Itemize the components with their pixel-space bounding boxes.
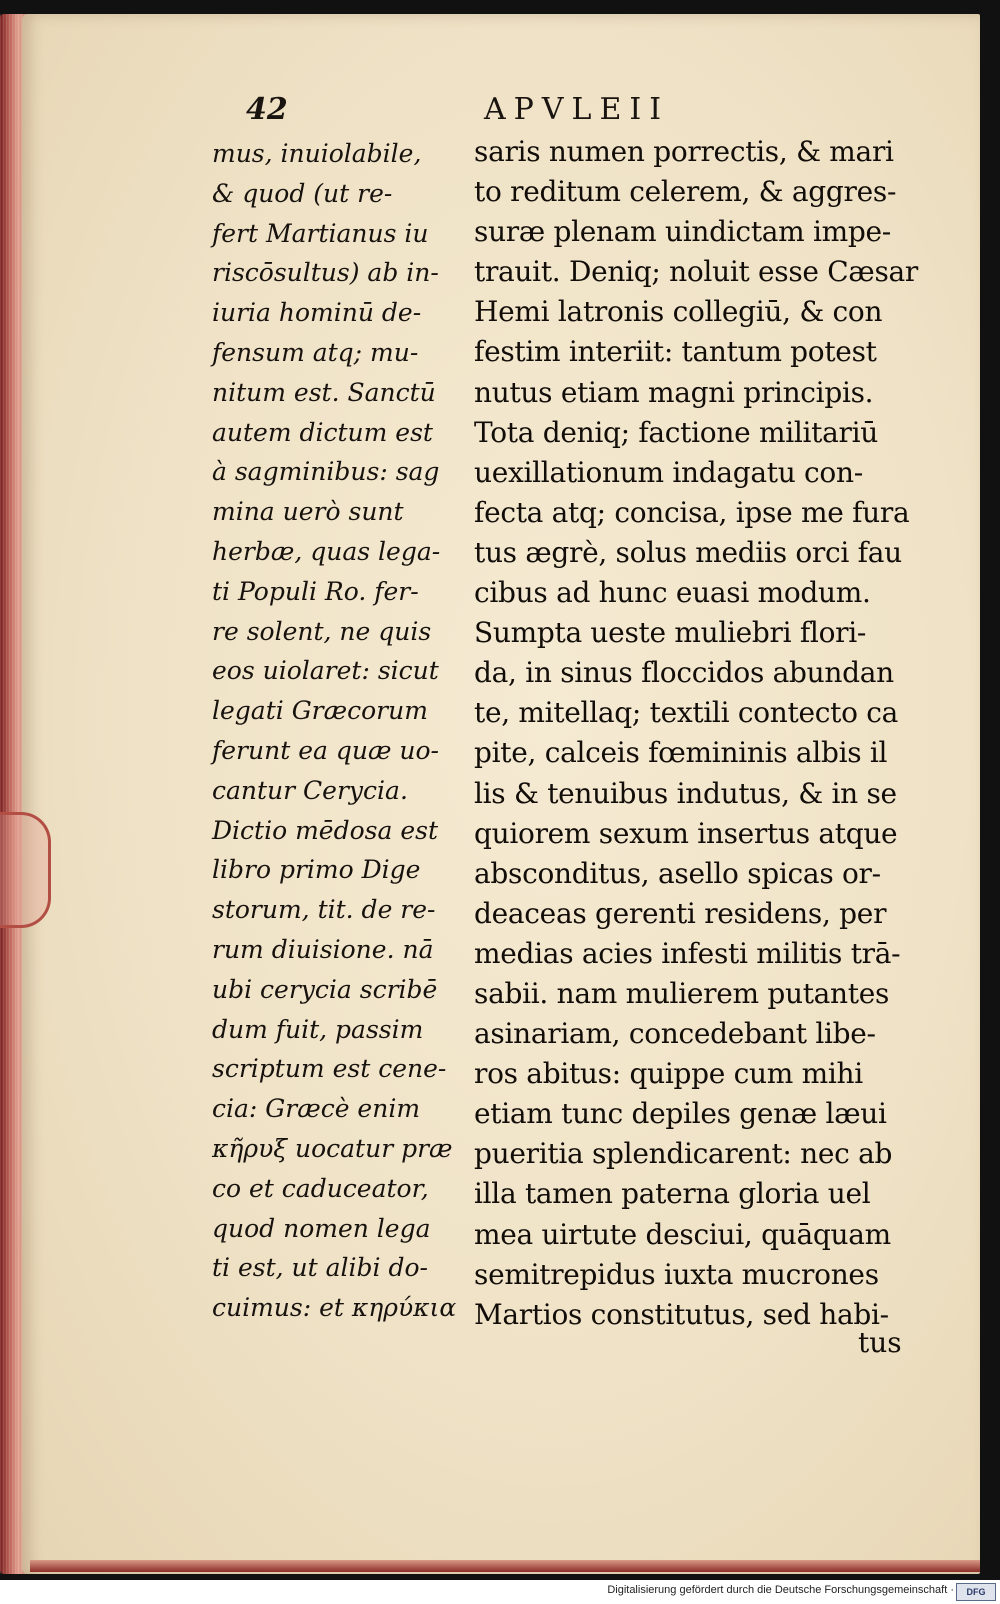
gloss-line: fensum atq; mu- [212, 337, 419, 367]
main-text-line: pueritia splendicarent: nec ab [474, 1137, 893, 1171]
gloss-line: riscōsultus) ab in- [212, 258, 439, 288]
gloss-line: ti Populi Ro. fer- [212, 576, 419, 606]
main-text-line: pite, calceis fœmininis albis il [474, 736, 888, 770]
funding-credit: Digitalisierung gefördert durch die Deutsche Forschungsgemeinschaft · [607, 1584, 954, 1596]
main-text-line: deaceas gerenti residens, per [474, 896, 887, 930]
gloss-line: legati Græcorum [212, 696, 428, 726]
gloss-line: scriptum est cene- [212, 1054, 447, 1084]
gloss-line: & quod (ut re- [212, 178, 393, 208]
gloss-line: re solent, ne quis [212, 616, 432, 646]
main-text-line: suræ plenam uindictam impe- [474, 215, 891, 249]
gloss-line: ubi cerycia scribē [212, 974, 438, 1004]
main-text-line: quiorem sexum insertus atque [474, 816, 898, 850]
gloss-line: eos uiolaret: sicut [212, 656, 439, 686]
main-text-line: absconditus, asello spicas or- [474, 856, 881, 890]
gloss-line: cuimus: et κηρύκια [212, 1293, 457, 1323]
main-text-line: lis & tenuibus indutus, & in se [474, 776, 897, 810]
gloss-line: rum diuisione. nā [212, 934, 434, 964]
main-text-column [474, 132, 936, 1335]
main-text-line: mea uirtute desciui, quāquam [474, 1217, 891, 1251]
main-text-line: asinariam, concedebant libe- [474, 1017, 876, 1051]
main-text-line: fecta atq; concisa, ipse me fura [474, 495, 910, 529]
gloss-line: cantur Cerycia. [212, 775, 408, 805]
gloss-line: ferunt ea quæ uo- [212, 735, 439, 765]
gloss-line: co et caduceator, [212, 1173, 429, 1203]
folio-number: 42 [246, 92, 288, 127]
main-text-line: nutus etiam magni principis. [474, 375, 874, 409]
digitization-footer [0, 1580, 1000, 1604]
gloss-line: fert Martianus iu [212, 218, 429, 248]
gloss-line: κῆρυξ uocatur præ [212, 1133, 453, 1163]
main-text-line: sabii. nam mulierem putantes [474, 976, 890, 1010]
gloss-line: autem dictum est [212, 417, 433, 447]
gloss-line: ti est, ut alibi do- [212, 1253, 428, 1283]
main-text-line: ros abitus: quippe cum mihi [474, 1057, 863, 1091]
gloss-line: quod nomen lega [212, 1213, 431, 1243]
gloss-line: herbæ, quas lega- [212, 536, 441, 566]
gloss-line: mus, inuiolabile, [212, 139, 422, 168]
running-head: APVLEII [484, 92, 670, 127]
gloss-line: nitum est. Sanctū [212, 377, 436, 407]
main-text-line: te, mitellaq; textili contecto ca [474, 696, 899, 730]
main-text-line: semitrepidus iuxta mucrones [474, 1257, 879, 1291]
gloss-line: iuria hominū de- [212, 298, 422, 328]
catchword: tus [858, 1326, 902, 1359]
main-text-line: Tota deniq; factione militariū [474, 415, 878, 449]
main-text-line: uexillationum indagatu con- [474, 455, 863, 489]
main-text-line: cibus ad hunc euasi modum. [474, 576, 871, 610]
main-text-line: da, in sinus floccidos abundan [474, 656, 894, 690]
main-text-line: trauit. Deniq; noluit esse Cæsar [474, 255, 918, 289]
main-text-line: Hemi latronis collegiū, & con [474, 295, 883, 329]
page-tab-marker [0, 812, 51, 928]
gloss-line: à sagminibus: sag [212, 457, 440, 487]
bottom-page-edge [30, 1560, 980, 1572]
gloss-line: libro primo Dige [212, 855, 421, 885]
gloss-line: Dictio mēdosa est [212, 815, 438, 845]
gloss-line: dum fuit, passim [212, 1014, 424, 1044]
dfg-logo: DFG [956, 1583, 996, 1601]
main-text-line: festim interiit: tantum potest [474, 335, 877, 369]
main-text-line: tus ægrè, solus mediis orci fau [474, 535, 902, 569]
main-text-line: Martios constitutus, sed habi- [474, 1297, 889, 1331]
main-text-line: Sumpta ueste muliebri flori- [474, 616, 867, 650]
main-text-line: saris numen porrectis, & mari [474, 135, 894, 168]
gloss-line: cia: Græcè enim [212, 1094, 421, 1124]
gloss-line: storum, tit. de re- [212, 895, 436, 925]
main-text-line: medias acies infesti militis trā- [474, 936, 901, 970]
gloss-line: mina uerò sunt [212, 497, 404, 527]
main-text-line: to reditum celerem, & aggres- [474, 175, 897, 209]
main-text-line: illa tamen paterna gloria uel [474, 1177, 871, 1211]
main-text-line: etiam tunc depiles genæ læui [474, 1097, 887, 1131]
gloss-column [212, 134, 462, 1328]
